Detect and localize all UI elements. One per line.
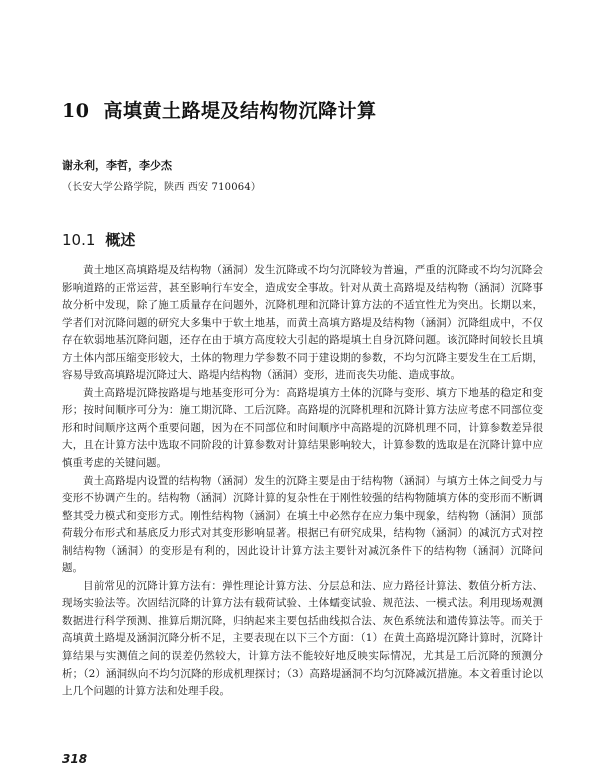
paragraph: 目前常见的沉降计算方法有：弹性理论计算方法、分层总和法、应力路径计算法、数值分析方法、现场实验法等。次固结沉降的计算方法有载荷试验、土体蠕变试验、规范法、一模式法。利用现场观测数据进行科学预测、推算后期沉降，归纳起来主要包括曲线拟合法、灰色系统法和遗传算法等。而关于高填黄土路堤及涵洞沉降分析不足，主要表现在以下三个方面：（1）在黄土高路堤沉降计算时，沉降计算结果与实测值之间的误差仍然较大，计算方法不能较好地反映实际情况，尤其是工后沉降的预测分析；（2）涵洞纵向不均匀沉降的形成机理探讨；（3）高路堤涵洞不均匀沉降减沉措施。本文着重讨论以上几个问题的计算方法和处理手段。 (62, 579, 543, 698)
page-number: 318 (62, 752, 88, 766)
section-heading (62, 229, 135, 250)
paragraph: 黄土高路堤内设置的结构物（涵洞）发生的沉降主要是由于结构物（涵洞）与填方土体之间受力与变形不协调产生的。结构物（涵洞）沉降计算的复杂性在于刚性较强的结构物随填方体的变形而不断调整其受力模式和变形方式。刚性结构物（涵洞）在填土中必然存在应力集中现象，结构物（涵洞）顶部荷载分布形式和基底反力形式对其变形影响显著。根据已有研究成果，结构物（涵洞）的减沉方式对控制结构物（涵洞）的变形是有利的，因此设计计算方法主要针对减沉条件下的结构物（涵洞）沉降问题。 (62, 474, 543, 575)
author-list: 谢永利，李哲，李少杰 (62, 159, 172, 172)
author-affiliation: （长安大学公路学院，陕西 西安 710064） (62, 182, 262, 193)
section-title-text: 概述 (105, 231, 136, 249)
section-number: 10.1 (62, 231, 96, 249)
body-text (62, 262, 543, 701)
paragraph: 黄土高路堤沉降按路堤与地基变形可分为：高路堤填方土体的沉降与变形、填方下地基的稳定和变形；按时间顺序可分为：施工期沉降、工后沉降。高路堤的沉降机理和沉降计算方法应考虑不同部位变形和时间顺序这两个重要问题，因为在不同部位和时间顺序中高路堤的沉降机理不同，计算参数差异很大，且在计算方法中选取不同阶段的计算参数对计算结果影响较大，计算参数的选取是在沉降计算中应慎重考虑的关键问题。 (62, 386, 543, 470)
paragraph: 黄土地区高填路堤及结构物（涵洞）发生沉降或不均匀沉降较为普遍，严重的沉降或不均匀沉降会影响道路的正常运营，甚至影响行车安全，造成安全事故。针对从黄土高路堤及结构物（涵洞）沉降事故分析中发现，除了施工质量存在问题外，沉降机理和沉降计算方法的不适宜性尤为突出。长期以来，学者们对沉降问题的研究大多集中于软土地基，而黄土高填方路堤及结构物（涵洞）沉降组成中，不仅存在软弱地基沉降问题，还存在由于填方高度较大引起的路堤填土自身沉降问题。该沉降时间较长且填方土体内部压缩变形较大，土体的物理力学参数不同于建设期的参数，不均匀沉降主要发生在工后期，容易导致高填路堤沉降过大、路堤内结构物（涵洞）变形，进而丧失功能、造成事故。 (62, 264, 543, 382)
chapter-number: 10 (62, 100, 90, 122)
chapter-title (62, 96, 562, 123)
chapter-title-text: 高填黄土路堤及结构物沉降计算 (103, 100, 377, 122)
